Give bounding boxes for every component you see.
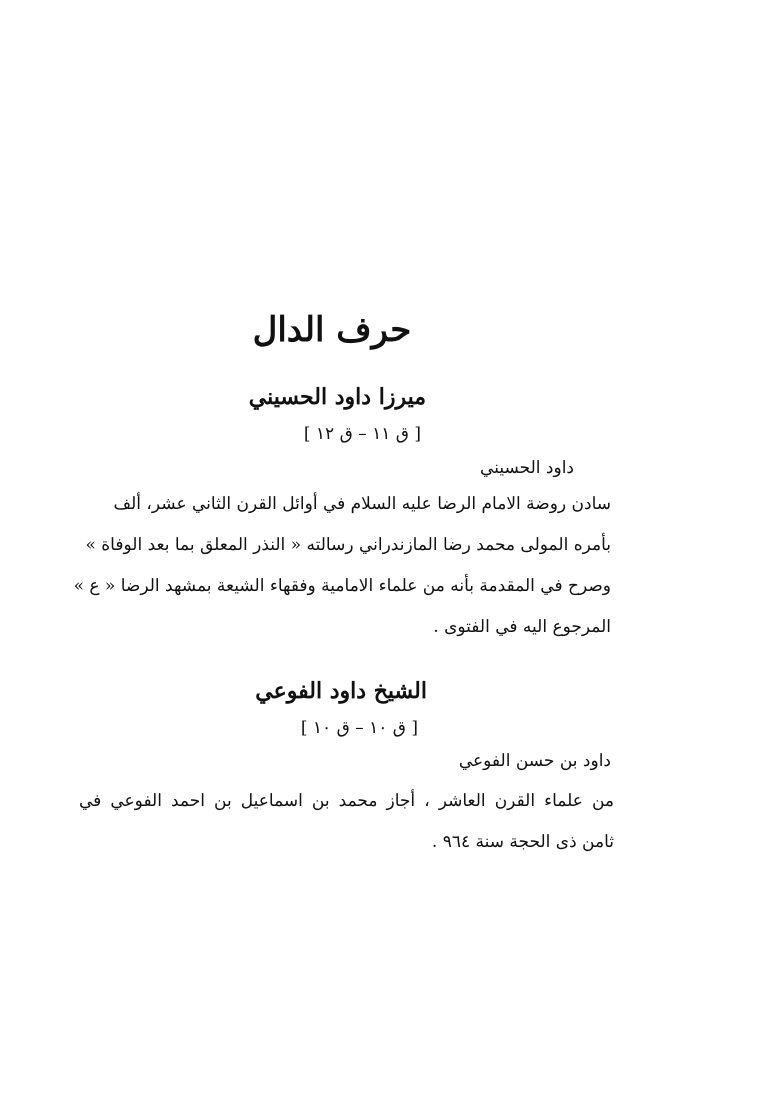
entry-biography xyxy=(79,781,614,863)
biography-line: بأمره المولى محمد رضا المازندراني رسالته « النذر المعلق بما بعد الوفاة » xyxy=(85,535,611,555)
biography-line: من علماء القرن العاشر ، أجاز محمد بن اسماعيل بن احمد الفوعي في xyxy=(79,791,614,811)
entry-heading: الشيخ داود الفوعي xyxy=(255,678,427,704)
entry-date-range: [ ق ١٠ – ق ١٠ ] xyxy=(300,718,418,738)
entry-date-range: [ ق ١١ – ق ١٢ ] xyxy=(303,424,421,444)
entry-full-name: داود الحسيني xyxy=(480,458,574,478)
entry-heading: ميرزا داود الحسيني xyxy=(248,384,426,410)
biography-line: سادن روضة الامام الرضا عليه السلام في أوائل القرن الثاني عشر، ألف xyxy=(113,494,611,514)
biography-line: ثامن ذى الحجة سنة ٩٦٤ . xyxy=(431,832,614,852)
entry-full-name: داود بن حسن الفوعي xyxy=(458,751,611,771)
biography-line: وصرح في المقدمة بأنه من علماء الامامية وفقهاء الشيعة بمشهد الرضا « ع » xyxy=(73,576,611,596)
entry-biography xyxy=(73,484,611,648)
biography-line: المرجوع اليه في الفتوى . xyxy=(433,617,611,637)
chapter-title: حرف الدال xyxy=(252,310,412,350)
